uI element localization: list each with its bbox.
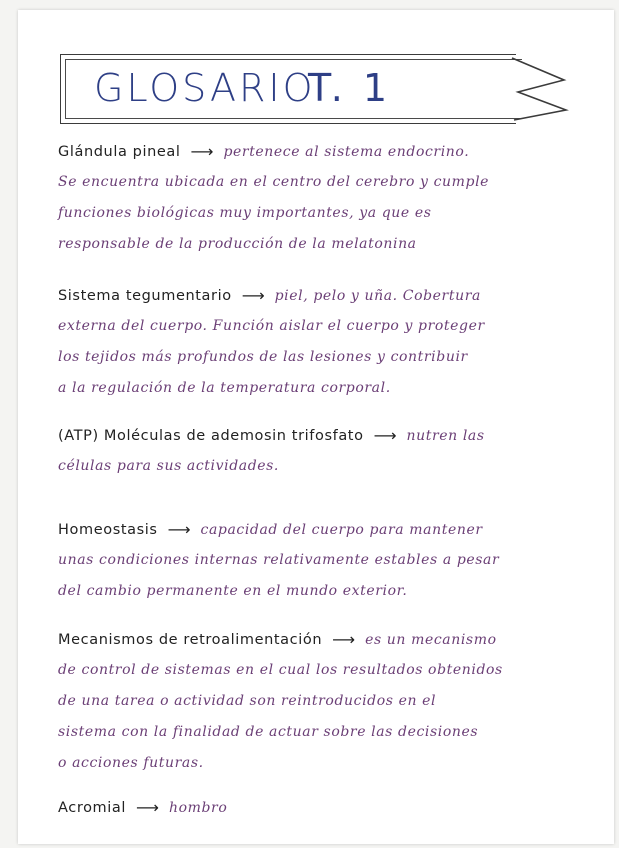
glossary-entry-acromial [58,792,618,823]
definition-line: células para sus actividades. [58,458,279,474]
page-title-number: T. 1 [308,66,392,110]
glossary-term: Homeostasis [58,521,158,538]
definition-line: de control de sistemas en el cual los resultados obtenidos [58,662,503,678]
definition-line: del cambio permanente en el mundo exterior. [58,583,408,599]
glossary-entry-mecanismos-retroalimentacion [58,624,618,779]
right-arrow-icon: ⟶ [373,426,397,445]
glossary-entry-atp [58,420,618,482]
glossary-term: (ATP) Moléculas de ademosin trifosfato [58,427,364,444]
definition-line: a la regulación de la temperatura corporal. [58,380,391,396]
glossary-definition: es un mecanismo [365,631,497,648]
definition-line: externa del cuerpo. Función aislar el cuerpo y proteger [58,318,485,334]
definition-line: sistema con la finalidad de actuar sobre las decisiones [58,724,479,740]
definition-line: responsable de la producción de la melatonina [58,236,417,252]
glossary-definition: nutren las [406,427,485,444]
notebook-page [18,10,614,844]
title-arrow-icon [510,54,570,124]
definition-line: funciones biológicas muy importantes, ya que es [58,205,432,221]
definition-line: Se encuentra ubicada en el centro del cerebro y cumple [58,174,490,190]
glossary-entry-glandula-pineal [58,136,618,260]
definition-line: de una tarea o actividad son reintroducidos en el [58,693,437,709]
glossary-term: Mecanismos de retroalimentación [58,631,323,648]
right-arrow-icon: ⟶ [241,286,265,305]
right-arrow-icon: ⟶ [136,798,159,817]
glossary-term: Glándula pineal [58,143,181,160]
glossary-term: Sistema tegumentario [58,287,232,304]
definition-line: o acciones futuras. [58,755,204,771]
right-arrow-icon: ⟶ [332,630,356,649]
glossary-definition: hombro [168,799,228,816]
glossary-term: Acromial [58,799,127,816]
glossary-definition: pertenece al sistema endocrino. [223,143,470,160]
glossary-definition: piel, pelo y uña. Cobertura [274,287,481,304]
page-title: GLOSARIO [94,66,316,110]
glossary-definition: capacidad del cuerpo para mantener [200,521,483,538]
right-arrow-icon: ⟶ [167,520,191,539]
glossary-entry-sistema-tegumentario [58,280,618,404]
glossary-entry-homeostasis [58,514,618,607]
right-arrow-icon: ⟶ [190,142,214,161]
definition-line: unas condiciones internas relativamente estables a pesar [58,552,500,568]
definition-line: los tejidos más profundos de las lesiones y contribuir [58,349,468,365]
